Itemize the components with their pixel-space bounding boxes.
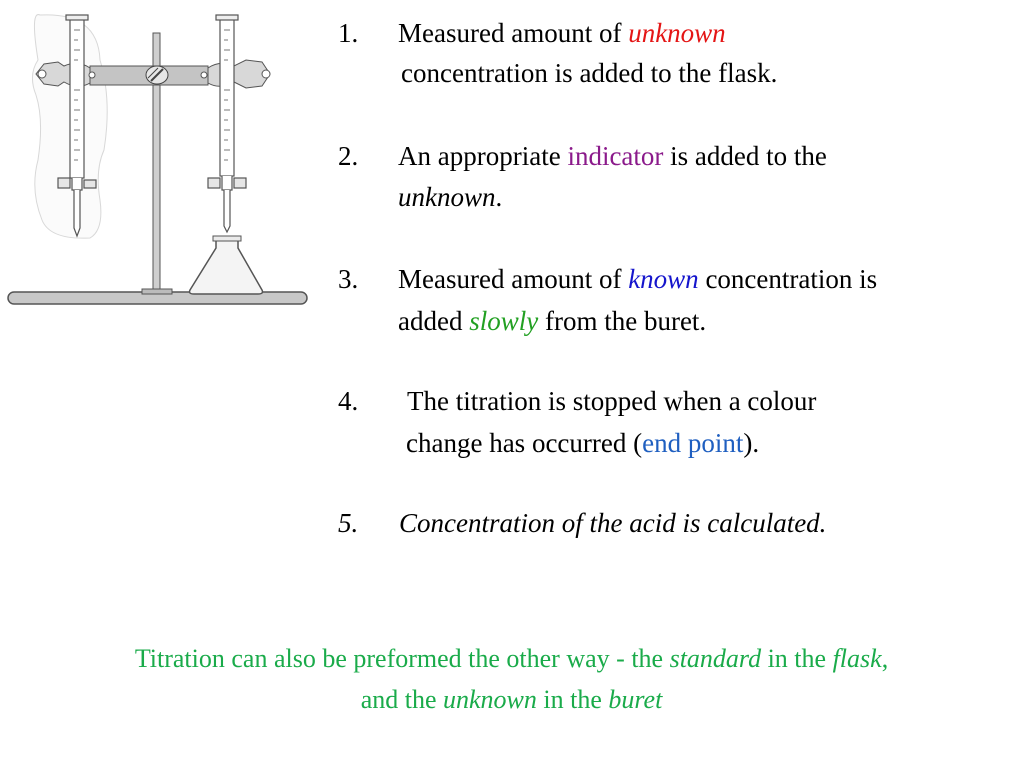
step-text: added slowly from the buret. [398, 306, 707, 336]
standard-emphasis: standard [669, 644, 762, 673]
step-text: change has occurred (end point). [406, 428, 760, 458]
known-emphasis: known [628, 264, 699, 294]
right-buret [208, 15, 246, 232]
unknown-emphasis: unknown [443, 685, 537, 714]
buret-emphasis: buret [608, 685, 663, 714]
step-number: 1. [338, 18, 359, 48]
indicator-emphasis: indicator [567, 141, 664, 171]
step-text: Measured amount of unknown [398, 18, 726, 48]
step-text: The titration is stopped when a colour [407, 386, 817, 416]
flask-emphasis: flask [832, 644, 882, 673]
step-number: 3. [338, 264, 359, 294]
unknown-emphasis: unknown [628, 18, 726, 48]
titration-apparatus-illustration [0, 0, 320, 320]
step-text: Concentration of the acid is calculated. [399, 508, 827, 538]
footer-note-line-2: and the unknown in the buret [360, 685, 663, 714]
slowly-emphasis: slowly [469, 306, 539, 336]
footer-note-line-1: Titration can also be preformed the other way - the standard in the flask, [134, 644, 889, 673]
step-number: 5. [338, 508, 359, 538]
step-text: concentration is added to the flask. [401, 58, 778, 88]
step-text: Measured amount of known concentration is [398, 264, 878, 294]
step-text: unknown. [398, 182, 503, 212]
step-number: 4. [338, 386, 359, 416]
step-text: An appropriate indicator is added to the [398, 141, 827, 171]
end-point-emphasis: end point [642, 428, 744, 458]
step-number: 2. [338, 141, 359, 171]
erlenmeyer-flask [190, 238, 263, 294]
